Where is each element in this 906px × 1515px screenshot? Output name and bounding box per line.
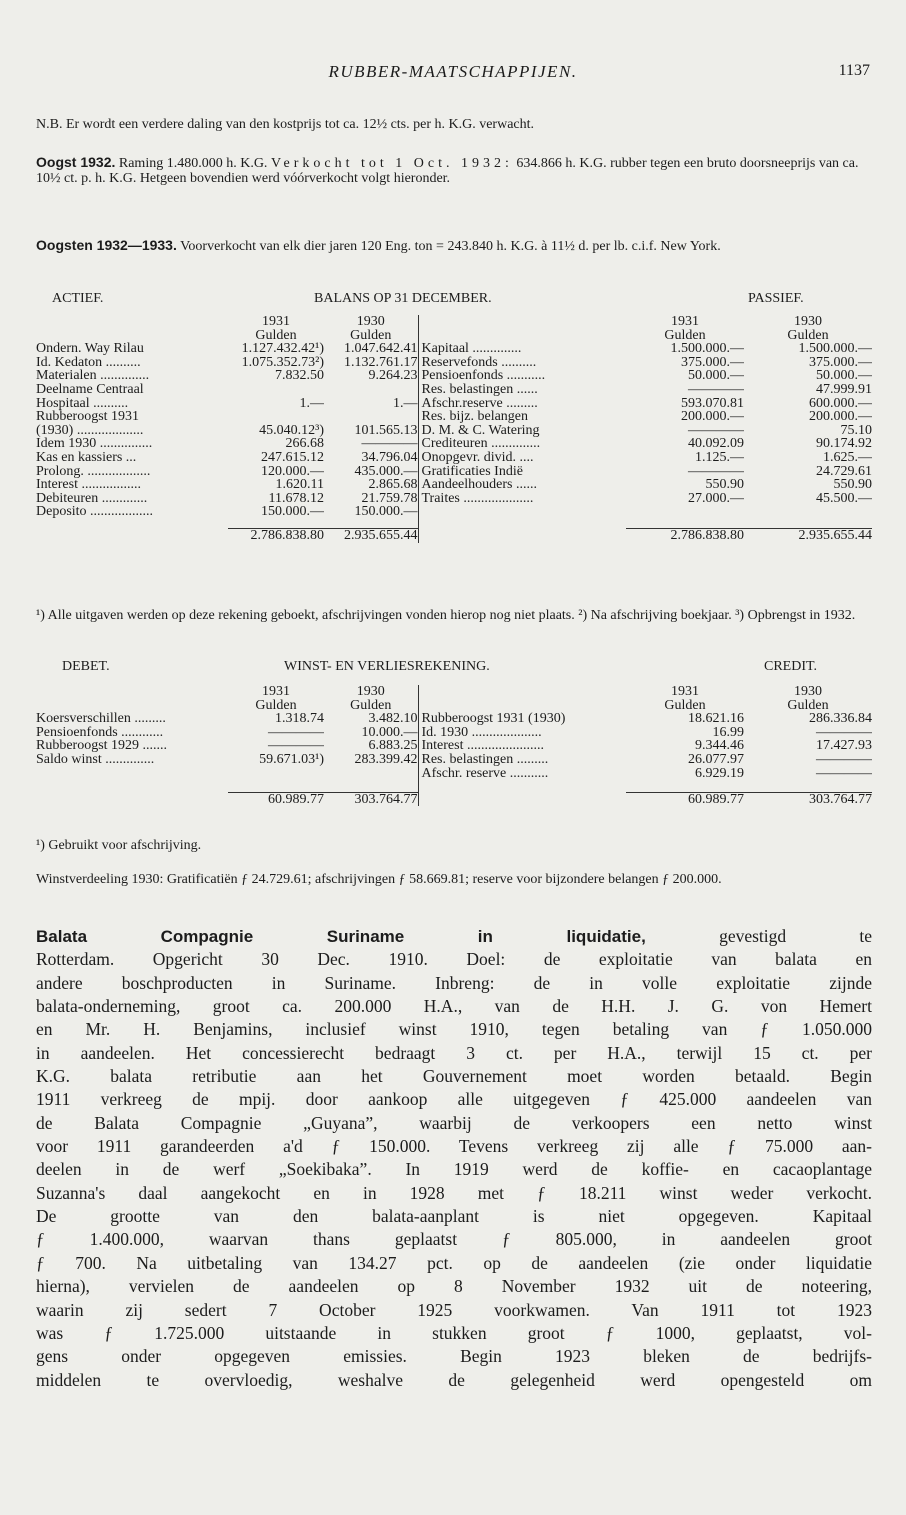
body-line: Rotterdam. Opgericht 30 Dec. 1910. Doel: de exploitatie van balata en [36,949,872,970]
year-1930: 1930 [794,315,822,329]
passief-1931 [626,505,744,519]
actief-label: Idem 1930 ............... [36,437,153,451]
pl-row [36,726,872,740]
body-line: hierna), vervielen de aandeelen op 8 November 1932 uit de noteering, [36,1276,872,1297]
pl-year-row [36,685,872,699]
pl-row [36,753,872,767]
actief-label: Debiteuren ............. [36,491,148,506]
balance-currency-row [36,329,872,343]
passief-1930: 47.999.91 [816,382,872,397]
actief-label: Rubberoogst 1931 [36,410,140,424]
pl-row [36,767,872,781]
passief-1930: 375.000.— [809,355,872,370]
year-1931: 1931 [671,315,699,329]
year-1930: 1930 [356,315,385,329]
credit-1931: 6.929.19 [695,766,744,781]
debet-label: Pensioenfonds ............ [36,725,164,740]
balance-row [36,492,872,506]
balance-year-row [36,315,872,329]
passief-1930: 550.90 [833,478,872,492]
actief-1930: 150.000.— [354,505,418,519]
actief-label: Hospitaal .......... [36,396,129,411]
year-1930: 1930 [794,685,822,699]
credit-label: Rubberoogst 1931 (1930) [418,712,626,726]
credit-title: CREDIT. [764,659,818,674]
passief-label: Gratificaties Indië [418,465,626,479]
passief-label: Aandeelhouders ...... [418,478,626,492]
passief-label: Traites .................... [418,492,626,506]
pl-row [36,712,872,726]
actief-1930: ———— [361,437,418,451]
body-line: balata-onderneming, groot ca. 200.000 H.A., van de H.H. J. G. von Hemert [36,996,872,1017]
winstverdeeling: Winstverdeeling 1930: Gratificatiën ƒ 24.729.61; afschrijvingen ƒ 58.669.81; reserve voor bijzondere belangen ƒ 200.000. [36,872,722,887]
passief-title: PASSIEF. [748,291,804,306]
passief-1930: 24.729.61 [816,464,872,479]
body-line: De grootte van den balata-aanplant is niet opgegeven. Kapitaal [36,1206,872,1227]
passief-1931: 40.092.09 [688,437,744,451]
oogsten-text: Voorverkocht van elk dier jaren 120 Eng. ton = 243.840 h. K.G. à 11½ d. per lb. c.i.f. New York. [180,239,721,254]
passief-1930: 600.000.— [809,396,872,411]
passief-1931: ———— [688,423,744,438]
actief-1931: 1.127.432.42¹) [241,342,324,356]
credit-label: Id. 1930 .................... [418,726,626,740]
actief-1930: 1.132.761.17 [344,355,418,370]
passief-label: Afschr.reserve ......... [418,397,626,411]
passief-1931: 593.070.81 [681,396,744,411]
year-1931: 1931 [262,315,290,329]
body-line: 1911 verkreeg de mpij. door aankoop alle uitgegeven ƒ 425.000 aandeelen van [36,1089,872,1110]
credit-1931: 18.621.16 [688,712,744,726]
currency: Gulden [787,328,829,343]
passief-1930: 45.500.— [816,491,872,506]
balance-row [36,342,872,356]
passief-label: Reservefonds .......... [418,356,626,370]
actief-label: (1930) ................... [36,423,144,438]
actief-1930: 435.000.— [354,464,418,479]
balance-row [36,465,872,479]
total-passief-1931: 2.786.838.80 [626,529,744,543]
pl-title: WINST- EN VERLIESREKENING. [284,659,490,674]
balance-heading [36,291,872,309]
actief-1931 [228,383,324,397]
credit-1931: 16.99 [712,725,744,740]
year-1930: 1930 [356,685,385,699]
passief-1930 [744,505,872,519]
actief-1930: 1.— [393,396,418,411]
credit-1930: ———— [816,725,872,740]
passief-1931: ———— [688,464,744,479]
debet-1930: 283.399.42 [354,752,418,767]
balance-row [36,437,872,451]
balance-row [36,369,872,383]
credit-1931: 9.344.46 [695,739,744,753]
debet-1931: ———— [268,725,324,740]
body-line: voor 1911 garandeerden a'd ƒ 150.000. Tevens verkreeg zij alle ƒ 75.000 aan- [36,1136,872,1157]
passief-label: Res. bijz. belangen [418,410,626,424]
debet-1930: 6.883.25 [368,739,418,753]
actief-1931: 266.68 [285,437,324,451]
debet-label: Koersverschillen ......... [36,712,166,726]
debet-1931 [228,767,324,781]
company-name: Balata Compagnie Suriname in liquidatie, [36,927,646,946]
oogst-1932-sold: 634.866 h. K.G. rubber tegen een bruto doorsneeprijs van ca. 10½ ct. p. h. K.G. Hetgeen bovendien werd vóórverkocht volgt hieronder. [36,156,859,186]
total-passief-1930: 2.935.655.44 [744,529,872,543]
balance-total-row [36,529,872,543]
pl-heading [36,659,872,677]
oogst-1932-estimate: Raming 1.480.000 h. K.G. [118,156,268,171]
currency: Gulden [350,698,392,713]
passief-1930: 75.10 [840,423,872,438]
verkocht-label: Verkocht tot 1 Oct. 1932: [270,156,513,171]
body-line: was ƒ 1.725.000 uitstaande in stukken groot ƒ 1000, geplaatst, vol- [36,1322,872,1343]
body-line: en Mr. H. Benjamins, inclusief winst 1910, tegen betaling van ƒ 1.050.000 [36,1019,872,1040]
actief-1930: 1.047.642.41 [344,342,418,356]
actief-1931: 11.678.12 [268,491,324,506]
total-actief-1931: 2.786.838.80 [228,529,324,543]
pl-table [36,685,872,806]
total-credit-1931: 60.989.77 [626,792,744,806]
balance-row [36,451,872,465]
actief-1931: 1.075.352.73²) [241,355,324,370]
actief-label: Deelname Centraal [36,382,144,397]
passief-1930: 1.625.— [823,450,872,465]
actief-1931: 7.832.50 [275,369,324,383]
actief-1930 [324,410,418,424]
actief-label: Deposito .................. [36,505,154,519]
debet-1931: 59.671.03¹) [259,752,324,767]
pl-footnote: ¹) Gebruikt voor afschrijving. [36,838,202,853]
balata-section [36,925,872,1392]
body-line [36,925,872,948]
credit-1930: ———— [816,752,872,767]
passief-label: Res. belastingen ...... [418,383,626,397]
balance-row [36,397,872,411]
passief-1930: 90.174.92 [816,437,872,451]
passief-label: Kapitaal .............. [418,342,626,356]
passief-label: Crediteuren .............. [418,437,626,451]
body-line: in aandeelen. Het concessierecht bedraagt 3 ct. per H.A., terwijl 15 ct. per [36,1042,872,1063]
passief-1931: 550.90 [705,478,744,492]
balance-row [36,478,872,492]
nb-note: N.B. Er wordt een verdere daling van den kostprijs tot ca. 12½ cts. per h. K.G. verwacht. [36,117,535,132]
currency: Gulden [255,328,297,343]
page-header [36,62,870,84]
total-actief-1930: 2.935.655.44 [324,529,418,543]
passief-1931: 200.000.— [681,410,744,424]
currency: Gulden [255,698,297,713]
currency: Gulden [664,328,706,343]
credit-1931: 26.077.97 [688,752,744,767]
credit-label: Res. belastingen ......... [418,753,626,767]
total-debet-1931: 60.989.77 [228,792,324,806]
balance-title: BALANS OP 31 DECEMBER. [314,291,492,306]
body-line: ƒ 1.400.000, waarvan thans geplaatst ƒ 805.000, in aandeelen groot [36,1229,872,1250]
passief-1931: 50.000.— [688,369,744,383]
oogst-1932-paragraph [36,155,872,186]
actief-label: Materialen .............. [36,369,150,383]
actief-label: Interest ................. [36,478,141,492]
debet-1930: 3.482.10 [368,712,418,726]
passief-1931: 27.000.— [688,491,744,506]
credit-label: Interest ...................... [418,739,626,753]
body-line-text: gevestigd te [719,926,872,946]
body-line: waarin zij sedert 7 October 1925 voorkwamen. Van 1911 tot 1923 [36,1299,872,1320]
balance-row [36,356,872,370]
passief-1931: 375.000.— [681,355,744,370]
debet-1930: 10.000.— [361,725,418,740]
actief-title: ACTIEF. [52,291,104,306]
pl-row [36,739,872,753]
passief-1931: 1.125.— [695,450,744,465]
passief-1930: 200.000.— [809,410,872,424]
currency: Gulden [787,698,829,713]
actief-1930: 9.264.23 [368,369,418,383]
oogst-1932-label: Oogst 1932. [36,154,116,170]
passief-label: Onopgevr. divid. .... [418,451,626,465]
year-1931: 1931 [262,685,290,699]
total-debet-1930: 303.764.77 [324,792,418,806]
actief-1930 [324,383,418,397]
credit-1930: ———— [816,766,872,781]
body-line: middelen te overvloedig, weshalve de gelegenheid werd opengesteld om [36,1369,872,1390]
currency: Gulden [664,698,706,713]
balance-row [36,505,872,519]
body-line: K.G. balata retributie aan het Gouvernement moet worden betaald. Begin [36,1066,872,1087]
actief-label: Ondern. Way Rilau [36,342,144,356]
balance-table [36,315,872,543]
passief-1931: ———— [688,382,744,397]
body-line: gens onder opgegeven emissies. Begin 1923 bleken de bedrijfs- [36,1346,872,1367]
body-line: andere boschproducten in Suriname. Inbreng: de in volle exploitatie zijnde [36,972,872,993]
balance-row [36,410,872,424]
actief-1931 [228,410,324,424]
body-line: de Balata Compagnie „Guyana”, waarbij de verkoopers een netto winst [36,1112,872,1133]
passief-1931: 1.500.000.— [670,342,744,356]
actief-1931: 150.000.— [261,505,324,519]
body-line: ƒ 700. Na uitbetaling van 134.27 pct. op de aandeelen (zie onder liquidatie [36,1252,872,1273]
page-number: 1137 [838,62,870,79]
actief-1931: 45.040.12³) [259,423,324,438]
passief-label [418,505,626,519]
running-title: RUBBER-MAATSCHAPPIJEN. [328,62,578,81]
currency: Gulden [350,328,392,343]
body-line: Suzanna's daal aangekocht en in 1928 met ƒ 18.211 winst weder verkocht. [36,1182,872,1203]
pl-currency-row [36,699,872,713]
year-1931: 1931 [671,685,699,699]
debet-1931: ———— [268,739,324,753]
debet-1930 [324,767,418,781]
actief-1930: 34.796.04 [361,450,418,465]
actief-1931: 120.000.— [261,464,324,479]
actief-label: Id. Kedaton .......... [36,355,141,370]
balance-row [36,424,872,438]
debet-label [36,767,228,781]
total-credit-1930: 303.764.77 [744,792,872,806]
balance-row [36,383,872,397]
actief-1930: 21.759.78 [361,491,418,506]
credit-1930: 17.427.93 [816,739,872,753]
body-line: deelen in de werf „Soekibaka”. In 1919 werd de koffie- en cacaoplantage [36,1159,872,1180]
passief-label: Pensioenfonds ........... [418,369,626,383]
oogsten-label: Oogsten 1932—1933. [36,237,177,253]
balance-footnote: ¹) Alle uitgaven werden op deze rekening geboekt, afschrijvingen vonden hierop nog niet plaats. ²) Na afschrijving boekjaar. ³) Opbrengst in 1932. [36,608,856,623]
actief-1931: 1.620.11 [275,478,324,492]
actief-1930: 101.565.13 [354,423,418,438]
credit-1930: 286.336.84 [809,712,872,726]
actief-1931: 247.615.12 [261,450,324,465]
actief-1931: 1.— [299,396,324,411]
actief-label: Prolong. .................. [36,464,151,479]
credit-label: Afschr. reserve ........... [418,767,626,781]
pl-total-row [36,792,872,806]
passief-1930: 1.500.000.— [798,342,872,356]
debet-title: DEBET. [62,659,110,674]
debet-1931: 1.318.74 [275,712,324,726]
passief-1930: 50.000.— [816,369,872,383]
oogsten-paragraph [36,238,872,254]
actief-1930: 2.865.68 [368,478,418,492]
debet-label: Rubberoogst 1929 ....... [36,739,168,753]
passief-label: D. M. & C. Watering [418,424,626,438]
actief-label: Kas en kassiers ... [36,450,137,465]
debet-label: Saldo winst .............. [36,752,155,767]
